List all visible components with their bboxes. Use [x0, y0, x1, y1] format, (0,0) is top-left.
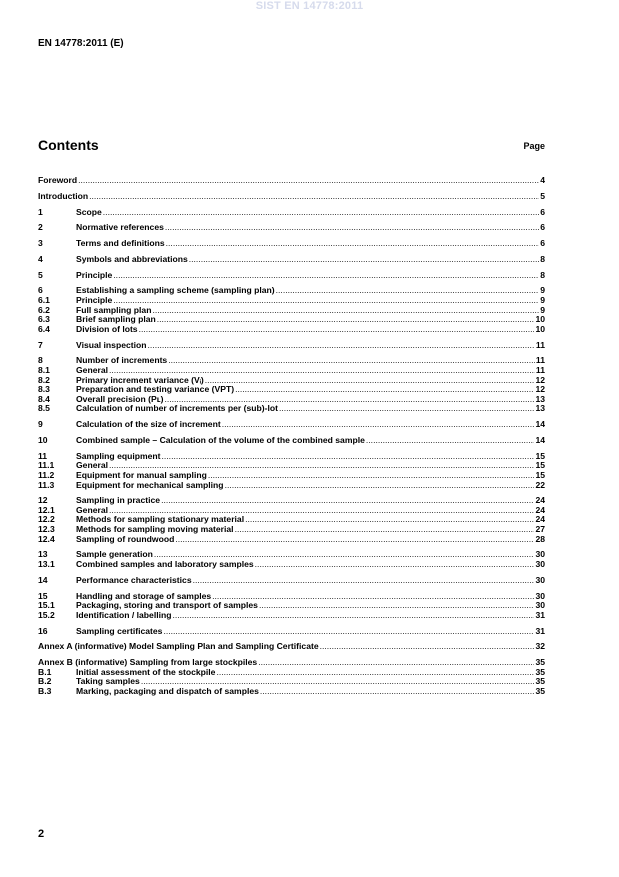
toc-entry-number: 11.2	[38, 469, 55, 480]
toc-entry-title: Combined sample – Calculation of the volume of the combined sample	[76, 434, 365, 445]
toc-entry-page: 35	[535, 666, 545, 677]
toc-entry-number: 12.4	[38, 533, 55, 544]
toc-entry-page: 8	[540, 253, 545, 264]
toc-dot-leader	[162, 452, 535, 462]
toc-entry-number: 10	[38, 434, 48, 445]
toc-entry-page: 15	[535, 460, 545, 471]
toc-dot-leader	[166, 239, 540, 249]
toc-entry-number: 13	[38, 549, 48, 560]
toc-entry-page: 24	[535, 514, 545, 525]
toc-entry[interactable]	[38, 341, 545, 351]
toc-entry-page: 35	[535, 676, 545, 687]
document-id: EN 14778:2011 (E)	[38, 38, 124, 49]
toc-entry-title: Normative references	[76, 222, 164, 233]
toc-dot-leader	[260, 687, 535, 697]
toc-entry-page: 35	[535, 685, 545, 696]
toc-entry-page: 9	[540, 304, 545, 315]
toc-entry-title: Sampling of roundwood	[76, 533, 175, 544]
toc-entry-title: Sampling equipment	[76, 450, 161, 461]
toc-entry-number: 8.1	[38, 365, 50, 375]
toc-entry-number: B.3	[38, 685, 52, 696]
toc-entry[interactable]	[38, 436, 545, 446]
toc-entry-title: Full sampling plan	[76, 304, 152, 315]
toc-entry-number: 12.1	[38, 504, 55, 515]
toc-entry-number: 14	[38, 574, 48, 585]
toc-entry-page: 4	[540, 175, 545, 185]
toc-entry-page: 31	[535, 625, 545, 636]
toc-entry-page: 30	[535, 559, 545, 570]
toc-entry-title: Number of increments	[76, 355, 168, 366]
toc-entry-title: Principle	[76, 295, 113, 306]
toc-entry-number: 8.3	[38, 384, 50, 395]
toc-entry-title: Equipment for manual sampling	[76, 469, 207, 480]
toc-dot-leader	[139, 325, 535, 335]
toc-entry-title: Marking, packaging and dispatch of samples	[76, 685, 259, 696]
toc-group	[38, 356, 545, 414]
toc-entry[interactable]	[38, 481, 545, 491]
toc-dot-leader	[78, 176, 539, 186]
toc-entry[interactable]	[38, 208, 545, 218]
toc-entry-page: 28	[535, 533, 545, 544]
toc-entry-number: 12	[38, 495, 48, 506]
toc-entry-number: 8.5	[38, 403, 50, 414]
toc-entry-title: Identification / labelling	[76, 609, 172, 620]
toc-entry[interactable]	[38, 420, 545, 430]
toc-group	[38, 642, 545, 652]
toc-entry-number: 7	[38, 339, 43, 350]
toc-entry-title: Packaging, storing and transport of samples	[76, 600, 258, 611]
toc-entry-page: 13	[535, 393, 545, 404]
toc-dot-leader	[235, 525, 535, 535]
toc-entry-title: Preparation and testing variance (VPT)	[76, 384, 235, 395]
toc-entry-number: 15.2	[38, 609, 55, 620]
toc-group	[38, 176, 545, 186]
toc-entry-page: 35	[535, 657, 545, 668]
toc-entry-title: Division of lots	[76, 323, 138, 334]
toc-entry-page: 30	[535, 549, 545, 560]
toc-group	[38, 286, 545, 334]
toc-entry-page: 30	[535, 574, 545, 585]
toc-dot-leader	[216, 668, 534, 678]
toc-entry-number: 6	[38, 285, 43, 296]
toc-entry-number: 11.3	[38, 479, 55, 490]
toc-entry-title: Calculation of number of increments per (sub)-lot	[76, 403, 278, 414]
toc-entry-title: Taking samples	[76, 676, 140, 687]
toc-entry-page: 22	[535, 479, 545, 490]
toc-group	[38, 436, 545, 446]
toc-entry-title: Sampling certificates	[76, 625, 163, 636]
toc-entry-page: 12	[535, 384, 545, 395]
toc-entry-page: 15	[535, 450, 545, 461]
toc-group	[38, 223, 545, 233]
toc-entry-title: Sample generation	[76, 549, 153, 560]
toc-dot-leader	[258, 658, 534, 668]
toc-entry-number: 12.3	[38, 524, 55, 535]
toc-group	[38, 192, 545, 202]
toc-entry-title: General	[76, 504, 109, 515]
toc-entry-number: 16	[38, 625, 48, 636]
toc-entry-page: 9	[540, 285, 545, 296]
toc-entry[interactable]	[38, 611, 545, 621]
toc-entry[interactable]	[38, 560, 545, 570]
toc-entry-page: 10	[535, 323, 545, 334]
toc-dot-leader	[152, 306, 539, 316]
toc-dot-leader	[205, 376, 535, 386]
toc-entry-title: Equipment for mechanical sampling	[76, 479, 224, 490]
toc-entry-number: 12.2	[38, 514, 55, 525]
toc-entry-page: 11	[535, 355, 545, 366]
toc-entry[interactable]	[38, 325, 545, 335]
toc-entry-page: 11	[535, 339, 545, 350]
toc-entry-title: Visual inspection	[76, 339, 147, 350]
toc-dot-leader	[148, 341, 535, 351]
toc-group	[38, 496, 545, 544]
toc-entry-title: Principle	[76, 269, 113, 280]
toc-entry-page: 27	[535, 524, 545, 535]
toc-entry-title: General	[76, 460, 109, 471]
toc-entry-number: 9	[38, 419, 43, 430]
toc-entry-number: 11.1	[38, 460, 55, 471]
toc-entry-number: 11	[38, 450, 48, 461]
toc-entry[interactable]	[38, 192, 545, 202]
toc-entry-number: 6.3	[38, 314, 50, 325]
toc-dot-leader	[279, 404, 534, 414]
toc-dot-leader	[113, 296, 539, 306]
toc-entry-title: Combined samples and laboratory samples	[76, 559, 254, 570]
toc-dot-leader	[193, 576, 535, 586]
toc-entry-page: 31	[535, 609, 545, 620]
toc-entry-page: 6	[540, 222, 545, 233]
table-of-contents	[38, 176, 545, 703]
toc-entry-page: 6	[540, 238, 545, 249]
toc-entry[interactable]	[38, 356, 545, 366]
toc-entry-number: 8.2	[38, 374, 50, 385]
toc-dot-leader	[320, 642, 535, 652]
toc-entry[interactable]	[38, 176, 545, 186]
watermark: SIST EN 14778:2011	[255, 0, 364, 12]
toc-dot-leader	[165, 223, 539, 233]
toc-entry-number: 1	[38, 206, 43, 217]
toc-group	[38, 255, 545, 265]
toc-group	[38, 576, 545, 586]
toc-entry-title: Terms and definitions	[76, 238, 165, 249]
toc-entry-title: Primary increment variance (Vᵢ)	[76, 374, 204, 385]
toc-entry-title: Establishing a sampling scheme (sampling plan)	[76, 285, 275, 296]
toc-dot-leader	[161, 496, 534, 506]
toc-entry[interactable]	[38, 452, 545, 462]
toc-entry-page: 11	[535, 365, 545, 375]
toc-entry[interactable]	[38, 223, 545, 233]
toc-entry-number: 15.1	[38, 600, 55, 611]
toc-entry-number: 15	[38, 590, 48, 601]
toc-entry[interactable]	[38, 255, 545, 265]
toc-group	[38, 627, 545, 637]
toc-entry-page: 10	[535, 314, 545, 325]
toc-entry-title: Calculation of the size of increment	[76, 419, 221, 430]
toc-entry[interactable]	[38, 642, 545, 652]
toc-entry-page: 24	[535, 495, 545, 506]
toc-dot-leader	[89, 192, 539, 202]
toc-entry[interactable]	[38, 239, 545, 249]
toc-entry-number: 5	[38, 269, 43, 280]
page-number: 2	[38, 828, 45, 840]
toc-dot-leader	[222, 420, 535, 430]
toc-dot-leader	[103, 208, 539, 218]
toc-dot-leader	[225, 481, 535, 491]
toc-entry-title: Sampling in practice	[76, 495, 161, 506]
toc-entry[interactable]	[38, 496, 545, 506]
toc-group	[38, 341, 545, 351]
toc-dot-leader	[235, 385, 534, 395]
toc-entry-number: B.2	[38, 676, 52, 687]
toc-entry-page: 12	[535, 374, 545, 385]
toc-dot-leader	[255, 560, 535, 570]
toc-group	[38, 452, 545, 490]
toc-entry-page: 32	[535, 641, 545, 652]
toc-group	[38, 271, 545, 281]
toc-entry-title: Overall precision (Pʟ)	[76, 393, 164, 404]
toc-group	[38, 208, 545, 218]
toc-entry-number: B.1	[38, 666, 52, 677]
toc-entry-number: 6.2	[38, 304, 50, 315]
toc-entry-page: 15	[535, 469, 545, 480]
toc-entry-title: Introduction	[38, 190, 89, 201]
toc-entry-title: Methods for sampling stationary material	[76, 514, 245, 525]
toc-dot-leader	[173, 611, 535, 621]
toc-entry-page: 5	[540, 190, 545, 201]
toc-entry-number: 2	[38, 222, 43, 233]
toc-entry-page: 24	[535, 504, 545, 515]
toc-entry-title: Annex A (informative) Model Sampling Plan and Sampling Certificate	[38, 641, 319, 652]
toc-entry-number: 6.4	[38, 323, 50, 334]
toc-entry[interactable]	[38, 687, 545, 697]
toc-entry-title: Foreword	[38, 175, 78, 185]
toc-dot-leader	[212, 592, 534, 602]
toc-dot-leader	[245, 515, 534, 525]
toc-group	[38, 420, 545, 430]
toc-dot-leader	[208, 471, 535, 481]
toc-dot-leader	[157, 315, 535, 325]
toc-entry-title: Brief sampling plan	[76, 314, 156, 325]
toc-dot-leader	[175, 535, 534, 545]
toc-entry[interactable]	[38, 271, 545, 281]
toc-entry-number: 3	[38, 238, 43, 249]
toc-entry-title: Handling and storage of samples	[76, 590, 212, 601]
page-column-label: Page	[523, 141, 545, 151]
toc-dot-leader	[163, 627, 534, 637]
toc-entry[interactable]	[38, 286, 545, 296]
toc-entry-page: 8	[540, 269, 545, 280]
toc-entry-page: 30	[535, 590, 545, 601]
toc-entry-title: Annex B (informative) Sampling from large stockpiles	[38, 657, 258, 668]
toc-entry[interactable]	[38, 576, 545, 586]
toc-entry-page: 9	[540, 295, 545, 306]
contents-title: Contents	[38, 137, 99, 153]
toc-group	[38, 658, 545, 696]
toc-entry-number: 13.1	[38, 559, 55, 570]
toc-group	[38, 592, 545, 621]
toc-entry-number: 8	[38, 355, 43, 366]
toc-group	[38, 239, 545, 249]
toc-entry-title: General	[76, 365, 109, 375]
toc-entry-title: Initial assessment of the stockpile	[76, 666, 216, 677]
toc-entry-number: 8.4	[38, 393, 50, 404]
toc-entry[interactable]	[38, 535, 545, 545]
toc-entry-page: 6	[540, 206, 545, 217]
toc-entry-title: Symbols and abbreviations	[76, 253, 188, 264]
toc-entry-page: 13	[535, 403, 545, 414]
toc-dot-leader	[168, 356, 535, 366]
toc-dot-leader	[189, 255, 539, 265]
toc-entry[interactable]	[38, 627, 545, 637]
toc-group	[38, 550, 545, 569]
toc-entry-page: 30	[535, 600, 545, 611]
toc-entry-title: Methods for sampling moving material	[76, 524, 234, 535]
toc-dot-leader	[366, 436, 535, 446]
toc-entry[interactable]	[38, 404, 545, 414]
toc-dot-leader	[276, 286, 540, 296]
toc-entry-number: 4	[38, 253, 43, 264]
toc-entry-title: Performance characteristics	[76, 574, 192, 585]
toc-dot-leader	[113, 271, 539, 281]
toc-entry-page: 14	[535, 419, 545, 430]
toc-entry-page: 14	[535, 434, 545, 445]
toc-dot-leader	[259, 601, 535, 611]
toc-entry-title: Scope	[76, 206, 102, 217]
toc-entry-number: 6.1	[38, 295, 50, 306]
